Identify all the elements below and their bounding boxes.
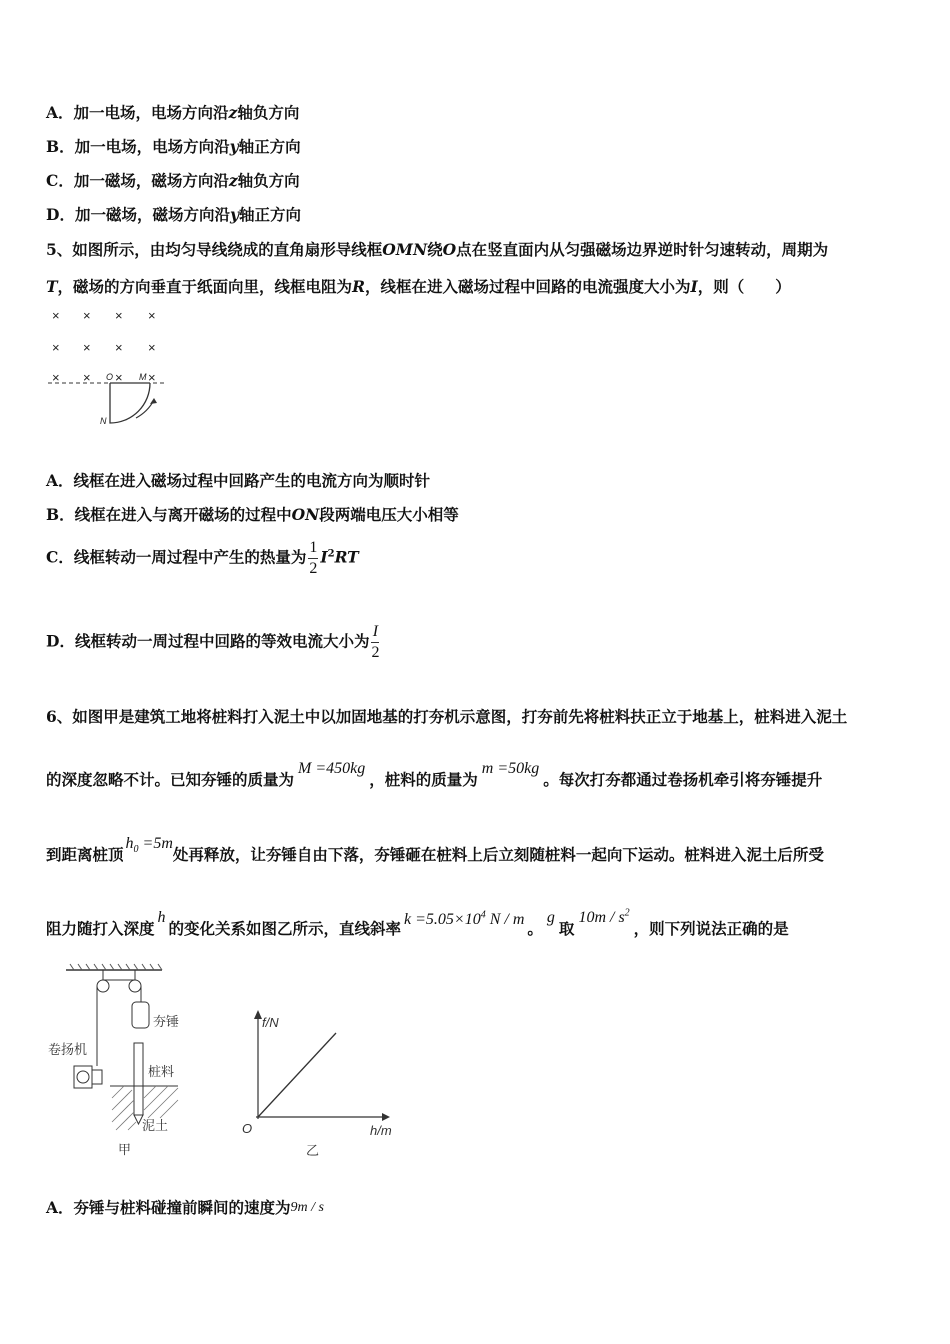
pulley-right xyxy=(129,980,141,992)
q6-stem-line3 xyxy=(46,835,824,867)
hammer xyxy=(132,1002,149,1028)
exponent: 2 xyxy=(624,907,630,919)
q5-text: 5、如图所示，由均匀导线绕成的直角扇形导线框 xyxy=(46,240,383,259)
exponent: 4 xyxy=(480,909,486,921)
q5-figure xyxy=(44,305,174,430)
q6-stem-line1 xyxy=(46,705,847,727)
fraction-denominator: 2 xyxy=(309,560,318,577)
q6-text: 阻力随打入深度 xyxy=(46,919,155,938)
field-cross-icon: × xyxy=(115,340,123,355)
sector-frame xyxy=(110,383,150,423)
y-axis-arrow-icon xyxy=(254,1010,262,1019)
height-value: =5m xyxy=(138,835,173,852)
slope-value: k =5.05×10 xyxy=(404,911,481,928)
field-cross-icon: × xyxy=(52,340,60,355)
label-pile: 桩料 xyxy=(148,1064,175,1079)
option-tail: 轴正方向 xyxy=(238,205,301,224)
gravity-text: 10m / s xyxy=(578,909,625,926)
q5-text: ，磁场的方向垂直于纸面向里，线框电阻为 xyxy=(57,277,353,296)
option-text: C．线框转动一周过程中产生的热量为 xyxy=(46,547,307,567)
prev-option-d xyxy=(46,203,301,225)
prev-option-b xyxy=(46,135,301,157)
q5-stem-line2 xyxy=(46,275,791,297)
q5-symbol-on: ON xyxy=(291,505,320,524)
caption-jia: 甲 xyxy=(118,1142,132,1157)
q6-text: 取 xyxy=(558,919,575,938)
q5-symbol-o: O xyxy=(442,240,457,259)
field-cross-icon: × xyxy=(83,308,91,323)
q6-text: 处再释放，让夯锤自由下落，夯锤砸在桩料上后立刻随桩料一起向下运动。桩料进入泥土后所受 xyxy=(172,845,824,864)
q5-option-a xyxy=(46,469,430,491)
q6-text: 的深度忽略不计。已知夯锤的质量为 xyxy=(46,770,295,789)
fraction xyxy=(371,622,379,663)
q6-text: 到距离桩顶 xyxy=(46,845,124,864)
q6-text: 。每次打夯都通过卷扬机牵引将夯锤提升 xyxy=(543,770,823,789)
field-cross-icon: × xyxy=(148,370,156,385)
option-text: B．线框在进入与离开磁场的过程中 xyxy=(46,505,292,524)
option-tail: 轴正方向 xyxy=(238,137,301,156)
prev-option-c xyxy=(46,169,300,191)
mass-hammer: M =450kg xyxy=(298,760,366,777)
label-m: M xyxy=(139,372,147,382)
q6-figure-yi xyxy=(232,1005,402,1160)
x-axis-label: h/m xyxy=(370,1123,392,1138)
fraction xyxy=(308,538,318,579)
label-soil: 泥土 xyxy=(142,1118,169,1133)
field-cross-icon: × xyxy=(83,340,91,355)
winch xyxy=(74,1066,102,1088)
slope-k xyxy=(404,911,524,928)
f-h-line xyxy=(258,1033,336,1117)
q5-stem-line1 xyxy=(46,238,828,260)
velocity-value: 9m / s xyxy=(290,1200,324,1215)
option-text: D．线框转动一周过程中回路的等效电流大小为 xyxy=(46,631,370,651)
option-text: A．夯锤与桩料碰撞前瞬间的速度为 xyxy=(46,1198,291,1217)
height-h0 xyxy=(125,835,173,856)
q5-text: 绕 xyxy=(427,240,443,259)
field-cross-icon: × xyxy=(83,370,91,385)
option-text: D．加一磁场，磁场方向沿 xyxy=(46,205,230,224)
y-axis-label: f/N xyxy=(262,1015,279,1030)
axis-label: y xyxy=(229,137,239,156)
option-text: B．加一电场，电场方向沿 xyxy=(46,137,230,156)
label-hammer: 夯锤 xyxy=(153,1014,180,1029)
option-text: 段两端电压大小相等 xyxy=(319,505,459,524)
slope-unit: N / m xyxy=(485,911,525,928)
ceiling-hatch xyxy=(70,964,162,970)
fraction-denominator: 2 xyxy=(371,644,380,661)
field-cross-icon: × xyxy=(148,308,156,323)
label-o: O xyxy=(106,372,114,382)
q5-text: ，则（ ） xyxy=(697,277,791,296)
axis-label: y xyxy=(229,205,239,224)
caption-yi: 乙 xyxy=(306,1143,320,1158)
q5-option-b xyxy=(46,503,459,525)
option-text: A．线框在进入磁场过程中回路产生的电流方向为顺时针 xyxy=(46,471,431,490)
pile xyxy=(134,1043,143,1115)
field-cross-icon: × xyxy=(52,370,60,385)
symbol-h: h xyxy=(157,909,166,926)
arrow-head-icon xyxy=(150,398,157,404)
q5-text: ，线框在进入磁场过程中回路的电流强度大小为 xyxy=(364,277,691,296)
q6-stem-line2 xyxy=(46,760,823,790)
option-tail: 轴负方向 xyxy=(237,171,300,190)
pulley-left xyxy=(97,980,109,992)
x-axis-arrow-icon xyxy=(382,1113,390,1121)
symbol-h: h xyxy=(125,835,134,852)
q5-symbol-omn: OMN xyxy=(382,240,428,259)
gravity-value xyxy=(578,909,629,926)
q5-symbol-i: I xyxy=(690,277,698,296)
q6-text: 的变化关系如图乙所示，直线斜率 xyxy=(168,919,402,938)
label-n: N xyxy=(100,416,107,426)
q6-text: 6、如图甲是建筑工地将桩料打入泥土中以加固地基的打夯机示意图，打夯前先将桩料扶正立于地基上，桩料进入泥土 xyxy=(46,707,848,726)
option-text: C．加一磁场，磁场方向沿 xyxy=(46,171,229,190)
q6-text: ，则下列说法正确的是 xyxy=(633,919,789,938)
q5-option-c xyxy=(46,538,359,579)
axis-label: z xyxy=(228,103,238,122)
field-cross-icon: × xyxy=(52,308,60,323)
subscript: 0 xyxy=(133,844,139,856)
q5-symbol-r: R xyxy=(352,277,365,296)
q5-symbol-rt: RT xyxy=(334,547,359,567)
option-text: A．加一电场，电场方向沿 xyxy=(46,103,229,122)
q6-option-a xyxy=(46,1196,324,1218)
q5-symbol-i: I xyxy=(320,547,328,567)
prev-option-a xyxy=(46,101,299,123)
fraction-numerator: 1 xyxy=(308,538,318,559)
q5-option-d xyxy=(46,622,381,663)
q6-figure-jia xyxy=(44,958,204,1163)
symbol-g: g xyxy=(546,909,555,926)
q5-text: 点在竖直面内从匀强磁场边界逆时针匀速转动，周期为 xyxy=(456,240,829,259)
exponent: 2 xyxy=(327,548,335,560)
field-cross-icon: × xyxy=(115,370,123,385)
field-cross-icon: × xyxy=(148,340,156,355)
axis-label: z xyxy=(228,171,238,190)
q5-symbol-t: T xyxy=(46,277,58,296)
label-winch: 卷扬机 xyxy=(48,1042,88,1057)
mass-pile: m =50kg xyxy=(481,760,540,777)
fraction-numerator: I xyxy=(371,622,379,643)
field-cross-icon: × xyxy=(115,308,123,323)
q6-stem-line4 xyxy=(46,907,789,939)
origin-label: O xyxy=(242,1121,253,1136)
q6-text: 。 xyxy=(527,919,543,938)
q6-text: ，桩料的质量为 xyxy=(369,770,478,789)
option-tail: 轴负方向 xyxy=(237,103,300,122)
